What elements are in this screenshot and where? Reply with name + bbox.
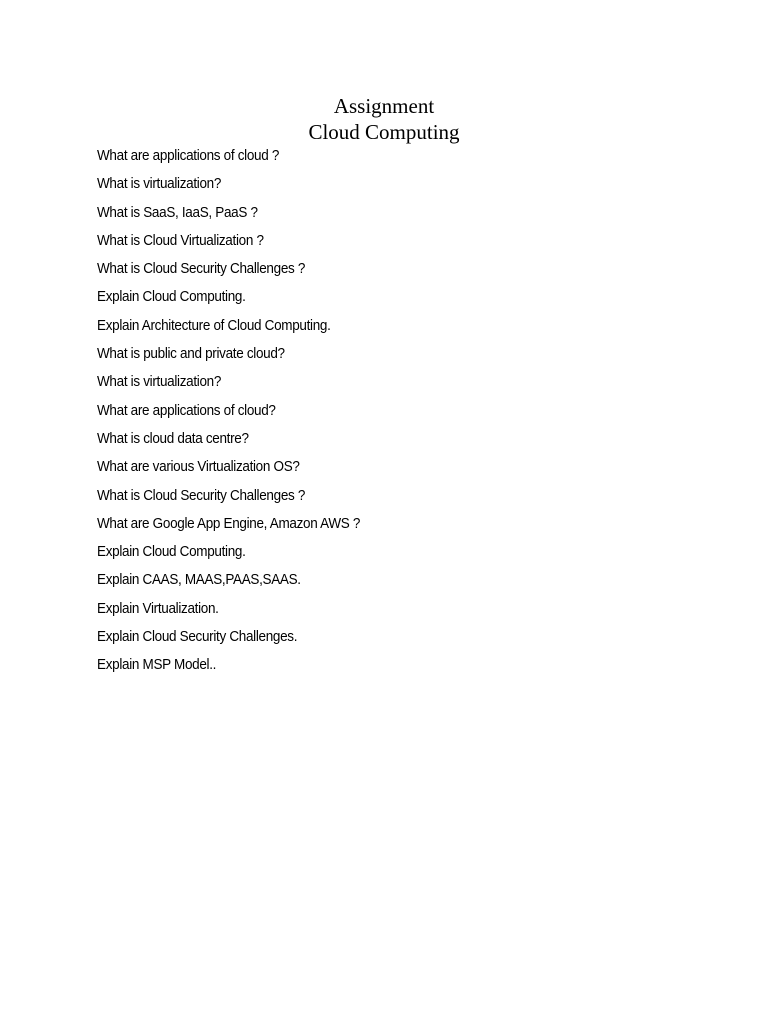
question-item: What is public and private cloud?: [97, 345, 285, 363]
question-item: What are applications of cloud ?: [97, 147, 280, 164]
question-item: Explain MSP Model..: [97, 656, 217, 674]
question-item: What is Cloud Virtualization ?: [97, 231, 264, 249]
question-item: What is cloud data centre?: [97, 429, 249, 447]
question-item: Explain Cloud Computing.: [97, 543, 246, 561]
question-item: What is Cloud Security Challenges ?: [97, 486, 306, 504]
question-item: Explain CAAS, MAAS,PAAS,SAAS.: [97, 571, 301, 589]
question-item: What are applications of cloud?: [97, 401, 276, 419]
question-item: What is SaaS, IaaS, PaaS ?: [97, 203, 258, 221]
question-item: What is virtualization?: [97, 373, 222, 391]
title-line-assignment: Assignment: [333, 94, 435, 118]
question-item: Explain Virtualization.: [97, 599, 219, 617]
question-item: Explain Architecture of Cloud Computing.: [97, 316, 331, 334]
document-title: [0, 93, 768, 145]
question-item: What is virtualization?: [97, 175, 222, 193]
question-item: Explain Cloud Computing.: [97, 288, 246, 306]
title-line-subject: Cloud Computing: [308, 120, 460, 144]
question-item: What is Cloud Security Challenges ?: [97, 260, 306, 278]
question-item: Explain Cloud Security Challenges.: [97, 628, 298, 646]
question-item: What are Google App Engine, Amazon AWS ?: [97, 514, 361, 532]
question-item: What are various Virtualization OS?: [97, 458, 300, 476]
question-list: [97, 144, 360, 682]
